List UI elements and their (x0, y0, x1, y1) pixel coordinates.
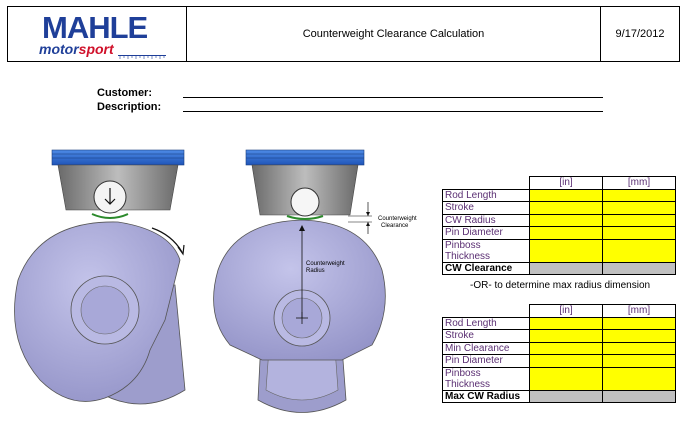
table-corner (443, 305, 530, 318)
row-stroke-label: Stroke (443, 202, 530, 215)
logo-motor: motor (39, 41, 79, 57)
pin-diameter-mm-input-2[interactable] (603, 355, 676, 368)
row-rod-length-label: Rod Length (443, 189, 530, 202)
document-header (7, 6, 680, 62)
pinboss-thickness-in-input[interactable] (530, 239, 603, 262)
clearance-label-line1: Counterweight (378, 216, 417, 222)
radius-label-line2: Radius (306, 268, 325, 274)
pin-diameter-in-input[interactable] (530, 227, 603, 240)
pinboss-thickness-mm-input-2[interactable] (603, 367, 676, 390)
max-cw-radius-in-result (530, 390, 603, 403)
pinboss-thickness-mm-input[interactable] (603, 239, 676, 262)
clearance-label-line2: Clearance (381, 223, 409, 229)
pin-diameter-in-input-2[interactable] (530, 355, 603, 368)
rod-length-in-input-2[interactable] (530, 317, 603, 330)
logo-motorsport-text (39, 42, 114, 56)
stroke-in-input-2[interactable] (530, 330, 603, 343)
row-pin-diameter-label: Pin Diameter (443, 227, 530, 240)
row-pin-diameter-label: Pin Diameter (443, 355, 530, 368)
clearance-table (442, 176, 676, 275)
radius-label-line1: Counterweight (306, 261, 345, 267)
logo-sport: sport (78, 41, 114, 57)
document-date: 9/17/2012 (615, 28, 665, 40)
rod-length-mm-input[interactable] (603, 189, 676, 202)
stroke-mm-input-2[interactable] (603, 330, 676, 343)
row-pinboss-thickness-label: Pinboss Thickness (443, 239, 530, 262)
pinboss-thickness-in-input-2[interactable] (530, 367, 603, 390)
unit-mm-header: [mm] (603, 305, 676, 318)
rod-length-mm-input-2[interactable] (603, 317, 676, 330)
row-stroke-label: Stroke (443, 330, 530, 343)
logo-mahle-text: MAHLE (42, 10, 148, 45)
row-rod-length-label: Rod Length (443, 317, 530, 330)
cw-clearance-result-label: CW Clearance (443, 262, 530, 275)
unit-in-header: [in] (530, 305, 603, 318)
max-radius-table (442, 304, 676, 403)
max-cw-radius-result-label: Max CW Radius (443, 390, 530, 403)
min-clearance-mm-input[interactable] (603, 342, 676, 355)
rod-length-in-input[interactable] (530, 189, 603, 202)
description-line[interactable] (183, 111, 603, 112)
row-pinboss-thickness-label: Pinboss Thickness (443, 367, 530, 390)
description-label: Description: (97, 101, 162, 113)
row-min-clearance-label: Min Clearance (443, 342, 530, 355)
max-cw-radius-mm-result (603, 390, 676, 403)
cw-clearance-mm-result (603, 262, 676, 275)
left-assembly (14, 150, 185, 404)
pin-diameter-mm-input[interactable] (603, 227, 676, 240)
document-title: Counterweight Clearance Calculation (187, 7, 601, 61)
mahle-logo (8, 7, 187, 61)
counterweight-diagram (0, 140, 440, 423)
unit-in-header: [in] (530, 177, 603, 190)
unit-mm-header: [mm] (603, 177, 676, 190)
cw-radius-in-input[interactable] (530, 214, 603, 227)
logo-ruler-icon (118, 55, 166, 60)
row-cw-radius-label: CW Radius (443, 214, 530, 227)
customer-label: Customer: (97, 87, 153, 99)
customer-line[interactable] (183, 97, 603, 98)
or-instruction-text: -OR- to determine max radius dimension (470, 280, 651, 291)
stroke-in-input[interactable] (530, 202, 603, 215)
cw-radius-mm-input[interactable] (603, 214, 676, 227)
right-assembly (214, 150, 386, 413)
table-corner (443, 177, 530, 190)
cw-clearance-in-result (530, 262, 603, 275)
stroke-mm-input[interactable] (603, 202, 676, 215)
min-clearance-in-input[interactable] (530, 342, 603, 355)
